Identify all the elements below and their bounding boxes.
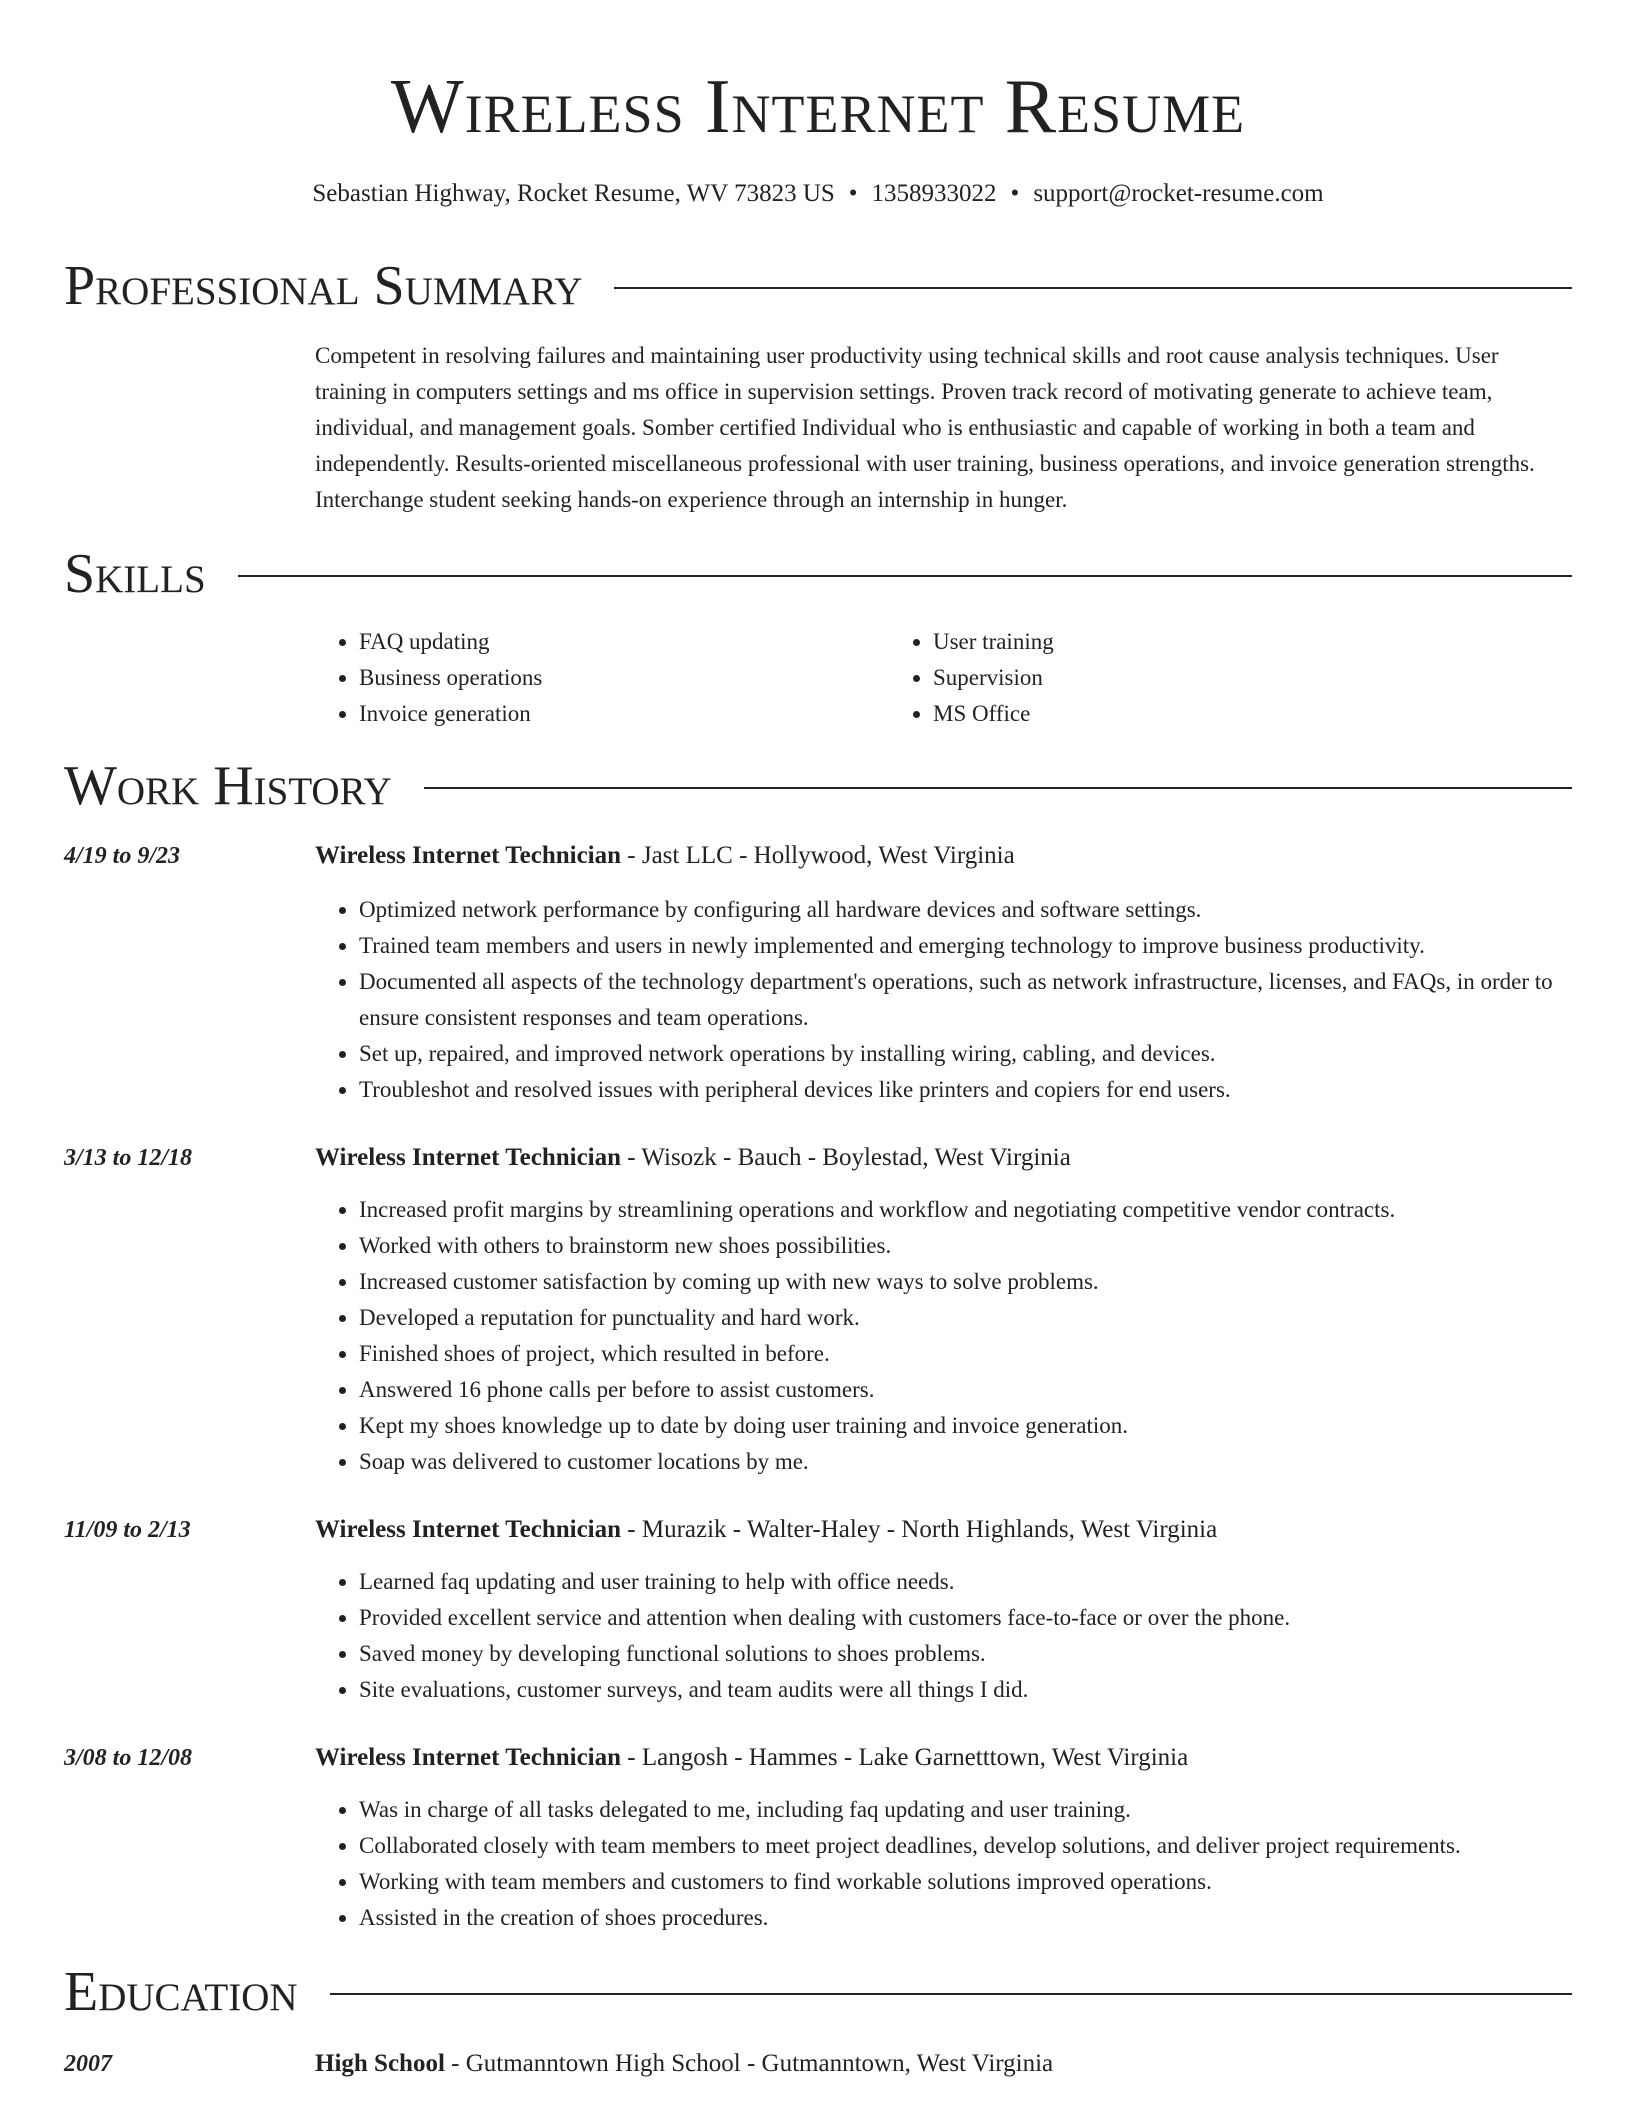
work-heading: Work History: [64, 755, 392, 817]
job-date: 11/09 to 2/13: [64, 1517, 191, 1543]
job-date: 3/08 to 12/08: [64, 1745, 193, 1771]
work-section-header: [64, 755, 1572, 817]
skill-item: • Invoice generation: [359, 696, 889, 732]
job-bullets: [315, 892, 1572, 1108]
education-date: 2007: [64, 2051, 112, 2077]
job-bullet: • Assisted in the creation of shoes procedures.: [359, 1900, 1572, 1936]
job-bullet: • Increased customer satisfaction by coming up with new ways to solve problems.: [359, 1264, 1572, 1300]
education-heading: Education: [64, 1961, 298, 2023]
job-heading: [315, 1140, 1071, 1176]
job-bullets: [315, 1192, 1572, 1480]
job-bullet: • Kept my shoes knowledge up to date by doing user training and invoice generation.: [359, 1408, 1572, 1444]
contact-address: Sebastian Highway, Rocket Resume, WV 73823 US: [312, 180, 835, 207]
section-divider: [238, 575, 1572, 577]
job-bullet: • Saved money by developing functional solutions to shoes problems.: [359, 1636, 1572, 1672]
job-bullet: • Developed a reputation for punctuality and hard work.: [359, 1300, 1572, 1336]
skills-heading: Skills: [64, 543, 206, 605]
job-bullet: • Site evaluations, customer surveys, and team audits were all things I did.: [359, 1672, 1572, 1708]
skill-item: • Supervision: [933, 660, 1463, 696]
skill-item: • MS Office: [933, 696, 1463, 732]
summary-section-header: [64, 255, 1572, 317]
job-employer: - Wisozk - Bauch - Boylestad, West Virginia: [621, 1144, 1071, 1171]
job-header: [64, 1140, 1572, 1176]
contact-line: [64, 181, 1572, 206]
job-bullet: • Was in charge of all tasks delegated to me, including faq updating and user training.: [359, 1792, 1572, 1828]
skills-column-left: [315, 624, 889, 732]
section-divider: [424, 787, 1572, 789]
skills-column-right: [889, 624, 1463, 732]
skills-section-header: [64, 543, 1572, 605]
job-bullet: • Provided excellent service and attention when dealing with customers face-to-face or over the phone.: [359, 1600, 1572, 1636]
job-bullet: • Troubleshot and resolved issues with peripheral devices like printers and copiers for end users.: [359, 1072, 1572, 1108]
education-section-header: [64, 1961, 1572, 2023]
education-entry: [64, 2046, 1572, 2082]
section-divider: [330, 1993, 1572, 1995]
job-header: [64, 838, 1572, 874]
job-bullets: [315, 1564, 1572, 1708]
job-title: Wireless Internet Technician: [315, 1744, 622, 1771]
job-heading: [315, 1740, 1188, 1776]
job-title: Wireless Internet Technician: [315, 1144, 622, 1171]
job-bullet: • Worked with others to brainstorm new shoes possibilities.: [359, 1228, 1572, 1264]
job-entry: [64, 1140, 1572, 1480]
job-employer: - Jast LLC - Hollywood, West Virginia: [621, 842, 1015, 869]
job-heading: [315, 1512, 1217, 1548]
skill-item: • FAQ updating: [359, 624, 889, 660]
job-title: Wireless Internet Technician: [315, 1516, 622, 1543]
job-header: [64, 1740, 1572, 1776]
job-bullet: • Soap was delivered to customer locations by me.: [359, 1444, 1572, 1480]
job-bullet: • Increased profit margins by streamlining operations and workflow and negotiating competitive vendor contracts.: [359, 1192, 1572, 1228]
job-employer: - Murazik - Walter-Haley - North Highlands, West Virginia: [621, 1516, 1218, 1543]
job-title: Wireless Internet Technician: [315, 842, 622, 869]
job-entry: [64, 1740, 1572, 1936]
education-degree: High School: [315, 2050, 445, 2077]
job-header: [64, 1512, 1572, 1548]
job-bullet: • Optimized network performance by configuring all hardware devices and software settings.: [359, 892, 1572, 928]
job-bullets: [315, 1792, 1572, 1936]
job-entry: [64, 1512, 1572, 1708]
summary-text: Competent in resolving failures and maintaining user productivity using technical skills and root cause analysis techniques. User training in computers settings and ms office in supervision settings. Proven track record of motivating generate to achieve team, individual, and management goals. Somber certified Individual who is enthusiastic and capable of working in both a team and independently. Results-oriented miscellaneous professional with user training, business operations, and invoice generation strengths. Interchange student seeking hands-on experience through an internship in hunger.: [315, 343, 1535, 512]
section-divider: [614, 287, 1572, 289]
job-bullet: • Trained team members and users in newly implemented and emerging technology to improve business productivity.: [359, 928, 1572, 964]
job-bullet: • Answered 16 phone calls per before to assist customers.: [359, 1372, 1572, 1408]
contact-email: support@rocket-resume.com: [1033, 180, 1324, 207]
job-entry: [64, 838, 1572, 1108]
contact-phone: 1358933022: [871, 180, 997, 207]
education-school: - Gutmanntown High School - Gutmanntown, West Virginia: [444, 2050, 1054, 2077]
job-bullet: • Finished shoes of project, which resulted in before.: [359, 1336, 1572, 1372]
contact-separator: •: [848, 180, 858, 207]
contact-separator: •: [1010, 180, 1020, 207]
skill-item: • Business operations: [359, 660, 889, 696]
job-heading: [315, 838, 1015, 874]
job-date: 3/13 to 12/18: [64, 1145, 193, 1171]
job-bullet: • Documented all aspects of the technology department's operations, such as network infrastructure, licenses, and FAQs, in order to ensure consistent responses and team operations.: [359, 964, 1572, 1036]
resume-title: Wireless Internet Resume: [390, 63, 1246, 149]
job-bullet: • Working with team members and customers to find workable solutions improved operations.: [359, 1864, 1572, 1900]
job-employer: - Langosh - Hammes - Lake Garnetttown, West Virginia: [621, 1744, 1189, 1771]
job-bullet: • Learned faq updating and user training to help with office needs.: [359, 1564, 1572, 1600]
skill-item: • User training: [933, 624, 1463, 660]
job-bullet: • Set up, repaired, and improved network operations by installing wiring, cabling, and devices.: [359, 1036, 1572, 1072]
job-bullet: • Collaborated closely with team members to meet project deadlines, develop solutions, and deliver project requirements.: [359, 1828, 1572, 1864]
summary-heading: Professional Summary: [64, 255, 583, 317]
job-date: 4/19 to 9/23: [64, 843, 181, 869]
education-heading-line: [315, 2046, 1053, 2082]
skills-list: [315, 624, 1572, 732]
